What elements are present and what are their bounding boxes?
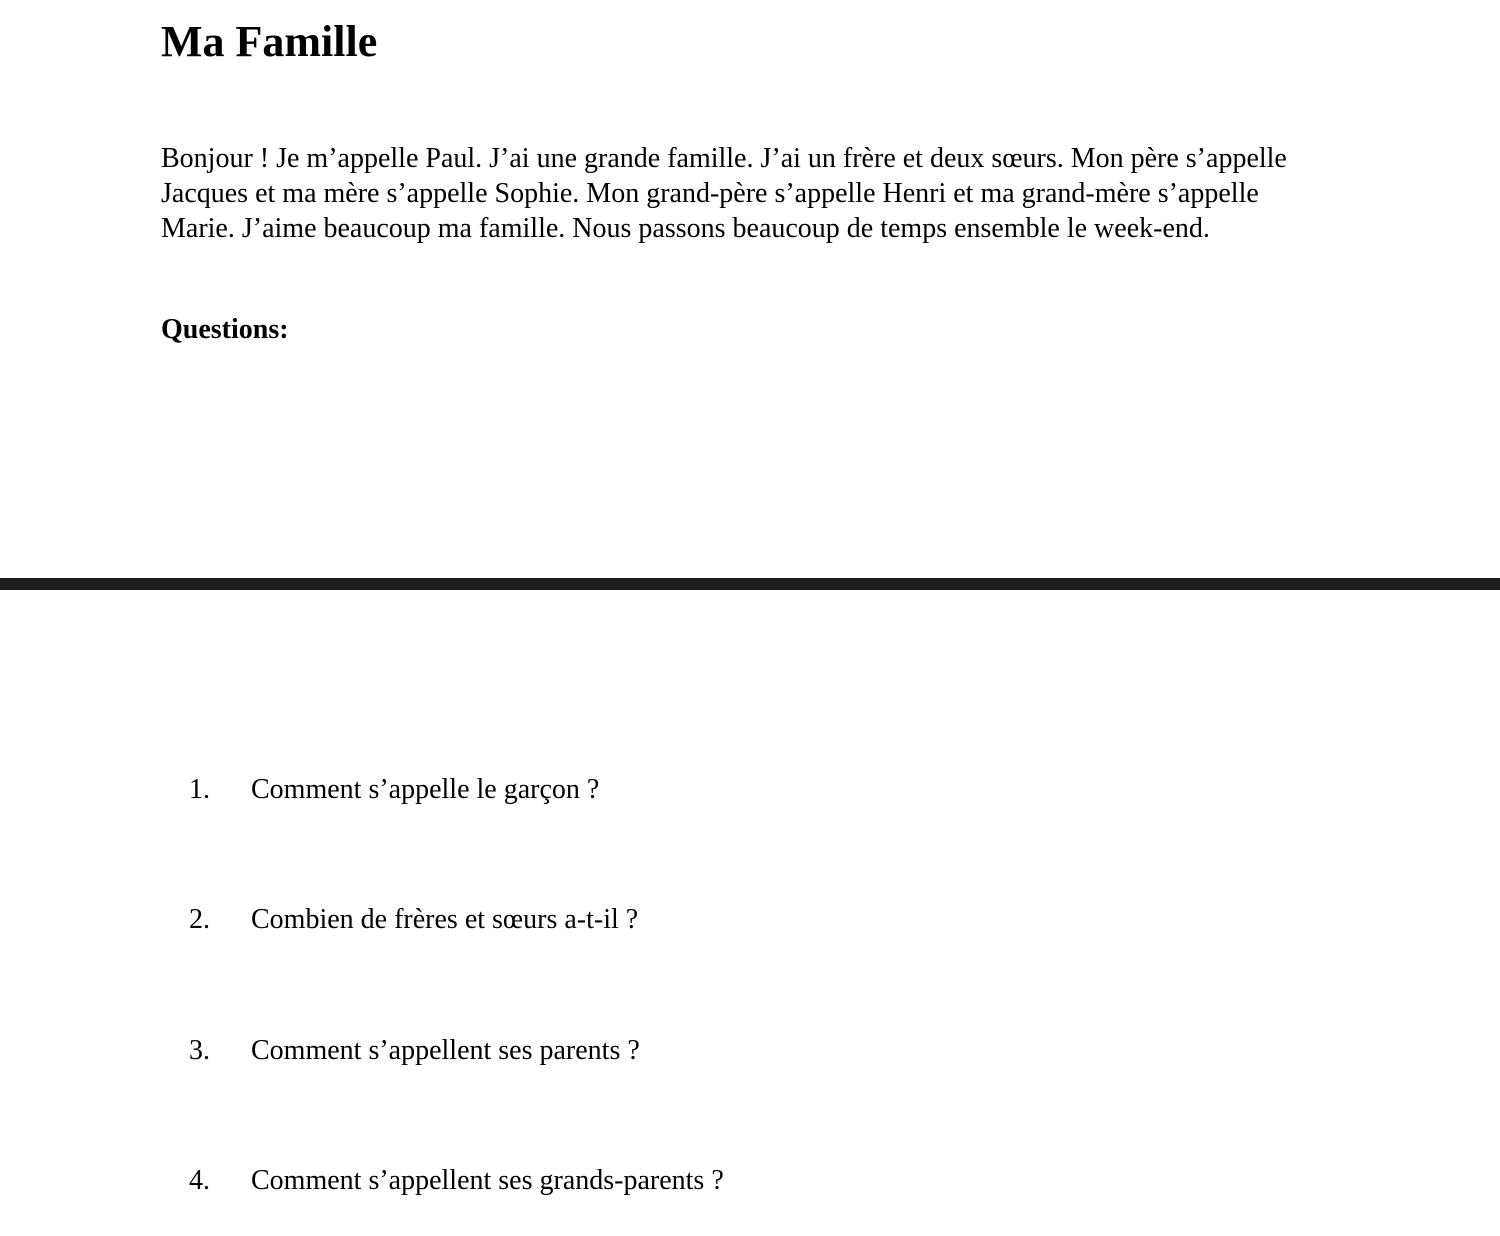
question-text: Comment s’appellent ses grands-parents ?: [251, 1165, 724, 1196]
question-item: [189, 902, 638, 937]
question-number: 2.: [189, 904, 210, 935]
page-one: [0, 0, 1500, 578]
document-title: Ma Famille: [161, 17, 378, 66]
question-item: [189, 1163, 724, 1198]
question-item: [189, 1033, 640, 1068]
page-divider: [0, 578, 1500, 590]
question-number: 4.: [189, 1165, 210, 1196]
page-two: [0, 590, 1500, 1236]
question-number: 1.: [189, 774, 210, 805]
reading-passage: Bonjour ! Je m’appelle Paul. J’ai une grande famille. J’ai un frère et deux sœurs. Mon père s’appelle Jacques et ma mère s’appelle Sophie. Mon grand-père s’appelle Henri et ma grand-mère s’appelle Marie. J’aime beaucoup ma famille. Nous passons beaucoup de temps ensemble le week-end.: [161, 143, 1287, 244]
question-text: Comment s’appellent ses parents ?: [251, 1035, 640, 1066]
question-number: 3.: [189, 1035, 210, 1066]
questions-heading: Questions:: [161, 314, 289, 345]
question-item: [189, 772, 599, 807]
question-text: Comment s’appelle le garçon ?: [251, 774, 600, 805]
question-text: Combien de frères et sœurs a-t-il ?: [251, 904, 639, 935]
